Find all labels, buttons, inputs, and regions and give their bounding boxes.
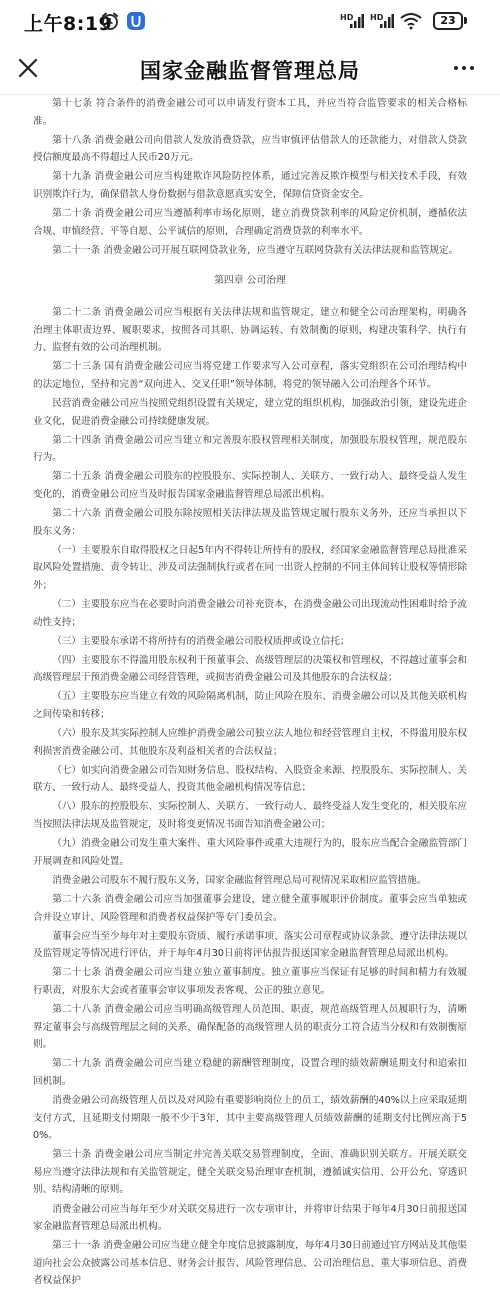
paragraph: 第二十五条 消费金融公司股东的控股股东、实际控制人、关联方、一致行动人、最终受益人发生变化的，消费金融公司应当及时报告国家金融监督管理总局派出机构。	[33, 471, 467, 500]
more-dot-icon	[470, 66, 474, 70]
paragraph: 第十八条 消费金融公司向借款人发放消费贷款，应当审慎评估借款人的还款能力，对借款人贷款授信额度最高不得超过人民币20万元。	[33, 134, 467, 164]
list-item: （六）股东及其实际控制人应维护消费金融公司独立法人地位和经营管理自主权，不得滥用股东权利损害消费金融公司、其他股东及利益相关者的合法权益；	[33, 728, 467, 757]
paragraph: 第二十八条 消费金融公司应当明确高级管理人员范围、职责，规范高级管理人员履职行为，清晰界定董事会与高级管理层之间的关系，确保配备的高级管理人员的职责分工符合适当分权和有效制衡原则。	[33, 1004, 467, 1051]
signal-strength-icon-2	[372, 13, 394, 29]
paragraph: 民营消费金融公司应当按照党组织设置有关规定，建立党的组织机构，加强政治引领，建设先进企业文化，促进消费金融公司持续健康发展。	[33, 397, 467, 427]
paragraph: 第二十一条 消费金融公司开展互联网贷款业务，应当遵守互联网贷款有关法律法规和监管规定。	[52, 244, 459, 256]
app-notification-icon	[126, 11, 146, 31]
paragraph: 第二十三条 国有消费金融公司应当将党建工作要求写入公司章程，落实党组织在公司治理结构中的法定地位，坚持和完善“双向进入、交叉任职”领导体制，将党的领导融入公司治理各个环节。	[33, 361, 467, 390]
paragraph: 消费金融公司股东不履行股东义务，国家金融监督管理总局可视情况采取相应监管措施。	[52, 874, 427, 886]
status-bar	[0, 0, 500, 42]
paragraph: 第三十一条 消费金融公司应当建立健全年度信息披露制度，每年4月30日前通过官方网站及其他渠道向社会公众披露公司基本信息、财务会计报告、风险管理信息、公司治理信息、重大事项信息、消费者权益保护	[33, 1240, 467, 1287]
wifi-icon	[399, 12, 423, 30]
more-dot-icon	[462, 66, 466, 70]
title-bar	[0, 42, 500, 95]
paragraph: 消费金融公司应当每年至少对关联交易进行一次专项审计，并将审计结果于每年4月30日前报送国家金融监督管理总局派出机构。	[33, 1203, 467, 1233]
paragraph: 第二十九条 消费金融公司应当建立稳健的薪酬管理制度，设置合理的绩效薪酬延期支付和追索扣回机制。	[33, 1058, 467, 1087]
list-item: （八）股东的控股股东、实际控制人、关联方、一致行动人、最终受益人发生变化的，相关股东应当按照法律法规及监管规定，及时将变更情况书面告知消费金融公司；	[33, 801, 467, 831]
list-item: （二）主要股东应当在必要时向消费金融公司补充资本，在消费金融公司出现流动性困难时给予流动性支持；	[33, 598, 467, 628]
paragraph: 第十九条 消费金融公司应当构建欺诈风险防控体系，通过完善反欺诈模型与相关技术手段，有效识别欺诈行为，确保借款人身份数据与借款意愿真实安全，保障信贷资金安全。	[33, 171, 467, 200]
list-item: （三）主要股东承诺不将所持有的消费金融公司股权质押或设立信托；	[52, 635, 350, 647]
status-time: 上午8:19	[24, 13, 113, 35]
list-item: （七）如实向消费金融公司告知财务信息、股权结构、入股资金来源、控股股东、实际控制人、关联方、一致行动人、最终受益人、投资其他金融机构情况等信息；	[33, 764, 467, 794]
network-type-label-2: HD	[370, 13, 384, 22]
more-options-button[interactable]	[444, 52, 484, 84]
battery-indicator: 23	[433, 12, 463, 30]
paragraph: 第二十六条 消费金融公司应当加强董事会建设，建立健全董事履职评价制度。董事会应当单独或合并设立审计、风险管理和消费者权益保护等专门委员会。	[33, 893, 467, 923]
list-item: （一）主要股东自取得股权之日起5年内不得转让所持有的股权，经国家金融监督管理总局批准采取风险处置措施、责令转让、涉及司法强制执行或者在同一出资人控制的不同主体间转让股权等情形除外；	[33, 544, 467, 591]
chapter-heading: 第四章 公司治理	[214, 275, 286, 287]
article-content[interactable]	[0, 95, 500, 1287]
paragraph: 第二十七条 消费金融公司应当建立独立董事制度。独立董事应当保证有足够的时间和精力有效履行职责，对股东大会或者董事会审议事项发表客观、公正的独立意见。	[33, 967, 467, 996]
list-item: （九）消费金融公司发生重大案件、重大风险事件或重大违规行为的，股东应当配合金融监管部门开展调查和风险处置。	[33, 838, 467, 867]
list-item: （四）主要股东不得滥用股东权利干预董事会、高级管理层的决策权和管理权，不得越过董事会和高级管理层干预消费金融公司经营管理，或损害消费金融公司及其他股东的合法权益；	[33, 654, 467, 684]
more-dot-icon	[454, 66, 458, 70]
paragraph: 董事会应当至少每年对主要股东资质、履行承诺事项、落实公司章程或协议条款、遵守法律法规以及监管规定等情况进行评估，并于每年4月30日前将评估报告报送国家金融监督管理总局派出机构。	[33, 930, 467, 960]
page-title: 国家金融监督管理总局	[140, 59, 360, 83]
alarm-clock-icon	[100, 11, 120, 31]
list-item: （五）主要股东应当建立有效的风险隔离机制，防止风险在股东、消费金融公司以及其他关联机构之间传染和转移；	[33, 691, 467, 720]
article-body	[0, 95, 500, 1290]
paragraph: 第二十二条 消费金融公司应当根据有关法律法规和监管规定，建立和健全公司治理架构，明确各治理主体职责边界、履职要求，按照各司其职、协调运转、有效制衡的原则，构建决策科学、执行有力、监督有效的公司治理机制。	[33, 306, 467, 354]
paragraph: 第二十六条 消费金融公司股东除按照相关法律法规及监管规定履行股东义务外，还应当承担以下股东义务：	[33, 507, 467, 537]
battery-tip	[464, 17, 467, 24]
signal-strength-icon	[342, 13, 364, 29]
paragraph: 消费金融公司高级管理人员以及对风险有重要影响岗位上的员工，绩效薪酬的40%以上应采取延期支付方式，且延期支付期限一般不少于3年，其中主要高级管理人员绩效薪酬的延期支付比例应高于50%。	[33, 1094, 467, 1142]
paragraph: 第三十条 消费金融公司应当制定并完善关联交易管理制度，全面、准确识别关联方。开展关联交易应当遵守法律法规和有关监管规定，健全关联交易治理审查机制，遵循诚实信用、公开公允、穿透识别、结构清晰的原则。	[33, 1149, 467, 1196]
paragraph: 第十七条 符合条件的消费金融公司可以申请发行资本工具，并应当符合监管要求的相关合格标准。	[33, 98, 467, 127]
paragraph: 第二十四条 消费金融公司应当建立和完善股东股权管理相关制度，加强股东股权管理，规范股东行为。	[33, 434, 467, 464]
network-type-label-1: HD	[340, 13, 354, 22]
paragraph: 第二十条 消费金融公司应当遵循利率市场化原则，建立消费贷款利率的风险定价机制，遵循依法合规、审慎经营、平等自愿、公平诚信的原则，合理确定消费贷款的利率水平。	[33, 208, 467, 237]
